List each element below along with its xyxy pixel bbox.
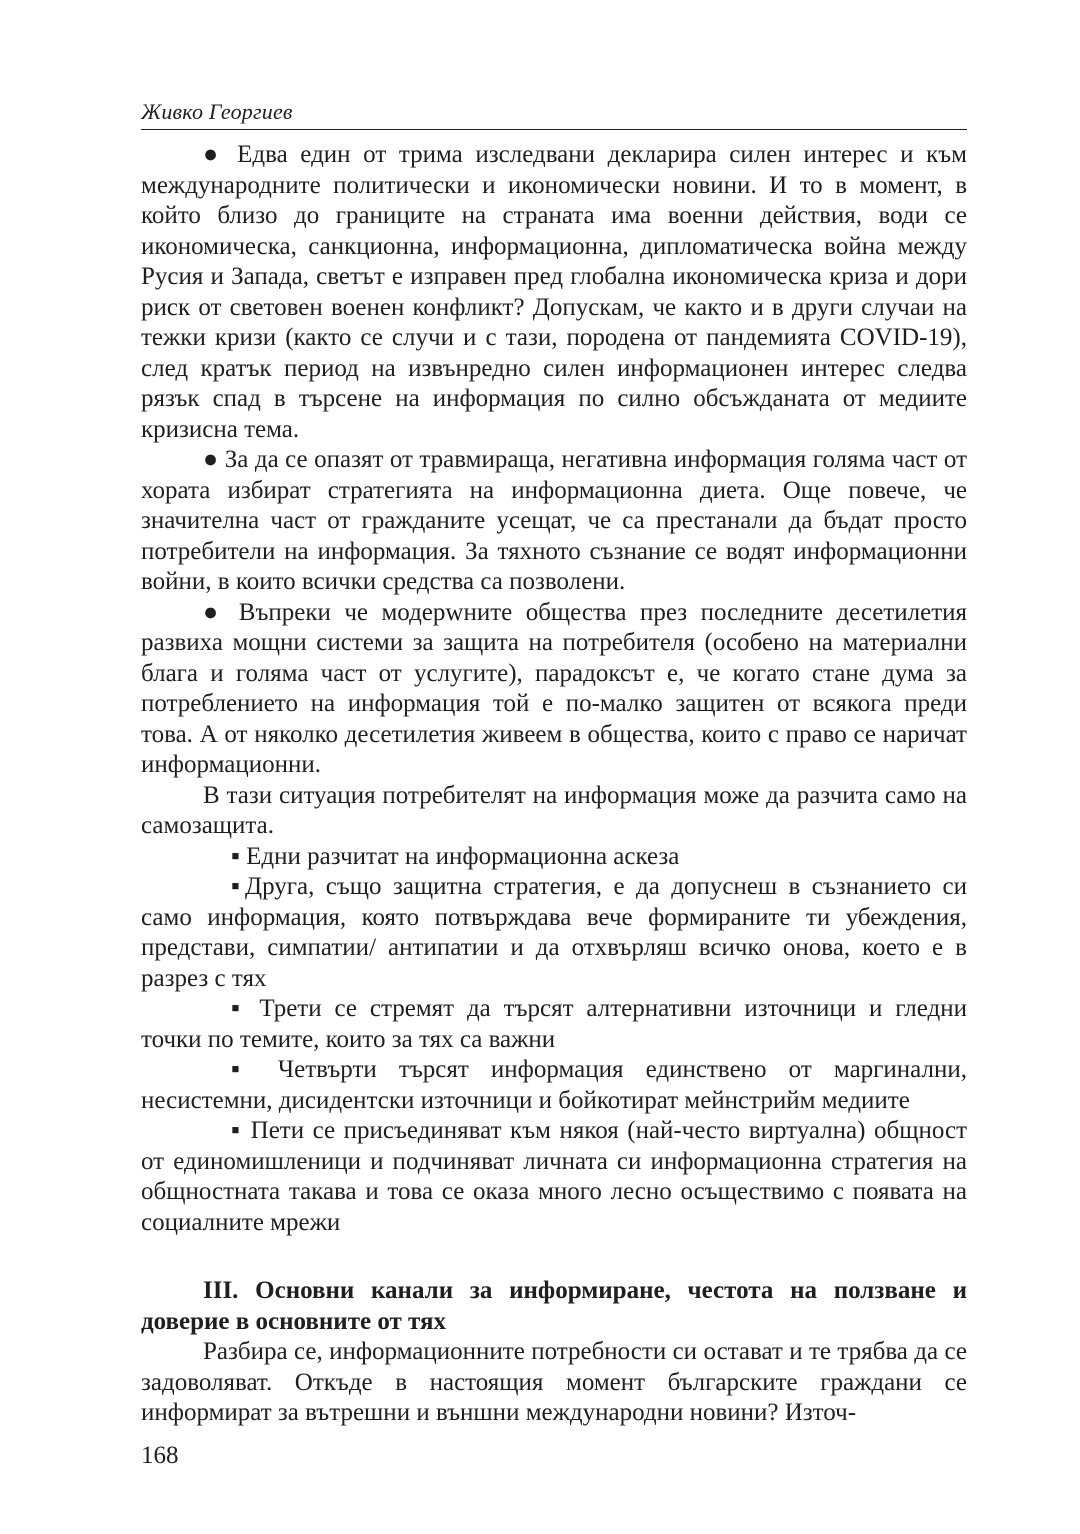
list-item: ▪ Пети се присъединяват към някоя (най-често виртуална) общност от единомишленици и подчиняват личната си информационна стратегия на общностната такава и това се оказа много лесно осъществимо с появата на социалните мрежи — [141, 1117, 967, 1236]
running-head: Живко Георгиев — [141, 98, 967, 130]
list-item: ▪ Едни разчитат на информационна аскеза — [231, 842, 680, 870]
list-item: ▪ Четвърти търсят информация единствено от маргинални, несистемни, дисидентски източници и бойкотират мейнстрийм медиите — [141, 1056, 967, 1114]
page — [141, 98, 967, 1429]
list-item: ▪Друга, също защитна стратегия, е да допуснеш в съзнанието си само информация, която потвърждава вече формираните ти убеждения, представи, симпатии/ антипатии и да отхвърляш всичко онова, което е в разрез с тях — [141, 873, 967, 992]
body-text — [141, 140, 967, 1429]
paragraph: ● За да се опазят от травмираща, негативна информация голяма част от хората избират стратегията на информационна диета. Още повече, че значителна част от гражданите усещат, че са престанали да бъдат просто потребители на информация. За тяхното съзнание се водят информационни войни, в които всички средства са позволени. — [141, 446, 967, 595]
paragraph: Разбира се, информационните потребности си остават и те трябва да се задоволяват. Откъде в настоящия момент българските граждани се информират за вътрешни и външни международни новини? Източ- — [141, 1338, 967, 1426]
paragraph: ● Въпреки че модерwните общества през последните десетилетия развиха мощни системи за защита на потребителя (особено на материални блага и голяма част от услугите), парадоксът е, че когато стане дума за потреблението на информация той е по-малко защитен от всякога преди това. А от няколко десетилетия живеем в общества, които с право се наричат информационни. — [141, 598, 967, 778]
paragraph: ● Едва един от трима изследвани декларира силен интерес и към международните политически и икономически новини. И то в момент, в който близо до границите на страната има военни действия, води се икономическа, санкционна, информационна, дипломатическа война между Русия и Запада, светът е изправен пред глобална икономическа криза и дори риск от световен военен конфликт? Допускам, че както и в други случаи на тежки кризи (както се случи и с тази, породена от пандемията COVID-19), след кратък период на извънредно силен информационен интерес следва рязък спад в търсене на информация по силно обсъжданата от медиите кризисна тема. — [141, 141, 967, 443]
page-number: 168 — [141, 1442, 179, 1469]
list-item: ▪ Трети се стремят да търсят алтернативни източници и гледни точки по темите, които за тях са важни — [141, 995, 967, 1053]
section-heading: III. Основни канали за информиране, честота на ползване и доверие в основните от тях — [141, 1277, 967, 1335]
paragraph: В тази ситуация потребителят на информация може да разчита само на самозащита. — [141, 781, 967, 839]
